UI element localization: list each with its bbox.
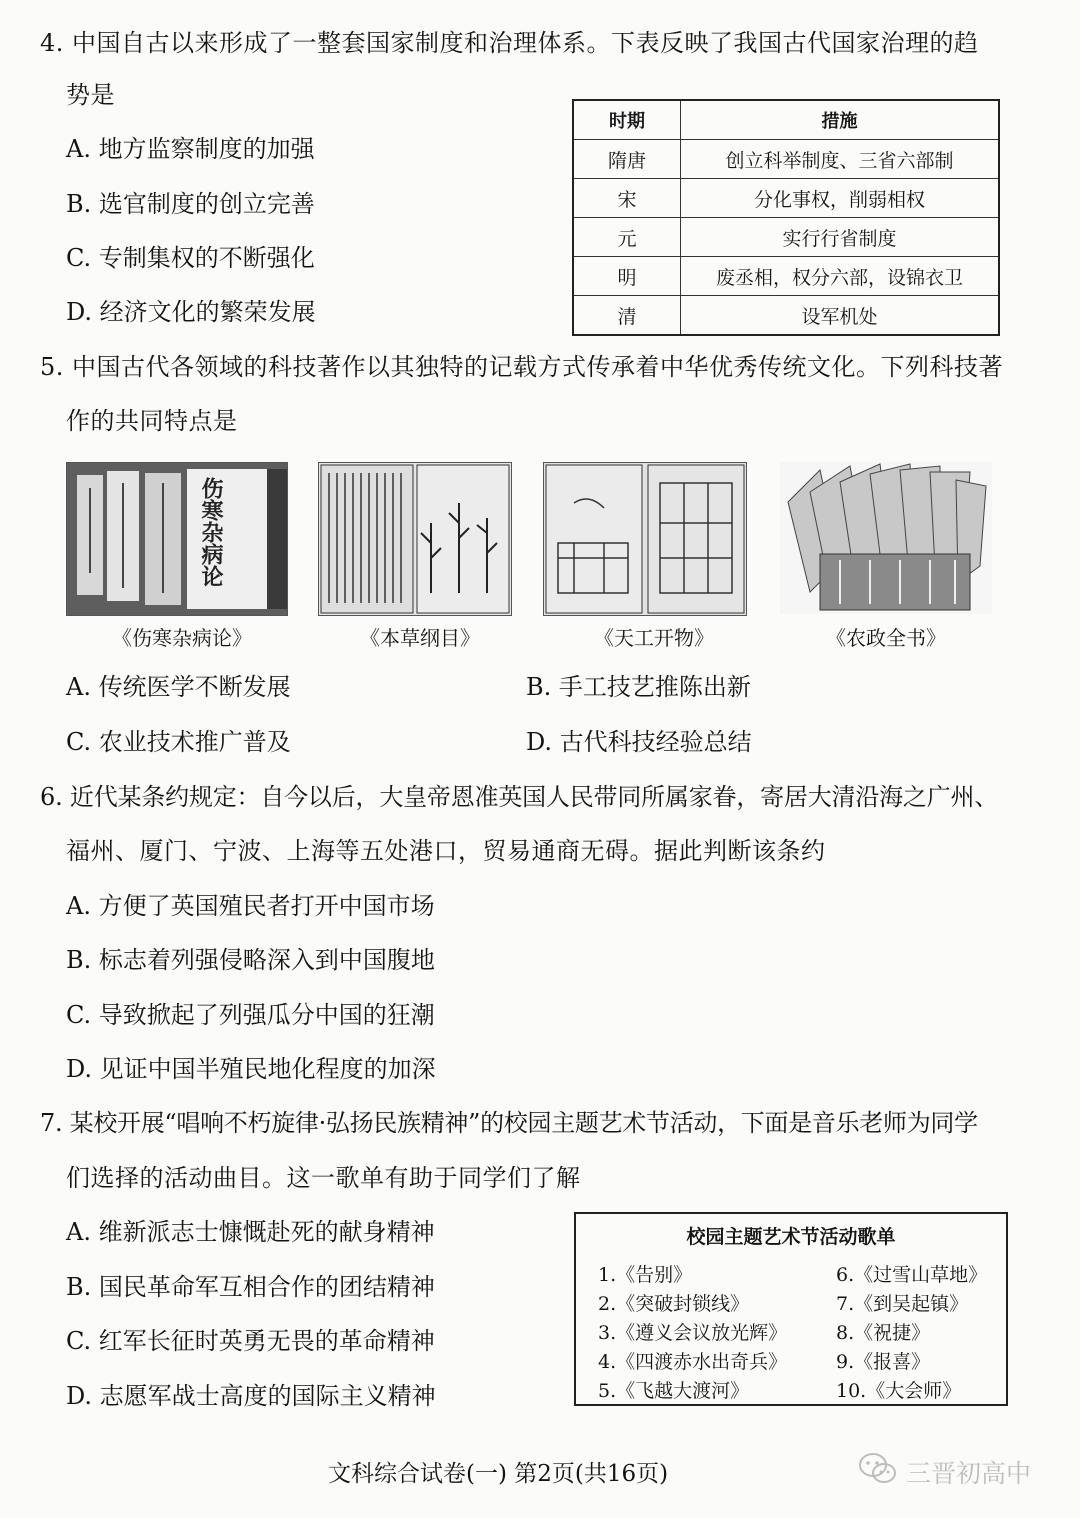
song-item: 6.《过雪山草地》 [836,1264,988,1286]
table-cell-measure: 创立科举制度、三省六部制 [681,140,1000,179]
song-item: 1.《告别》 [598,1264,693,1286]
q4-table [572,99,1000,336]
q5-stem-line1: 5. 中国古代各领域的科技著作以其独特的记载方式传承着中华优秀传统文化。下列科技著 [40,353,1004,381]
q6-option-c: C. 导致掀起了列强瓜分中国的狂潮 [66,1001,435,1029]
q6-stem-line2: 福州、厦门、宁波、上海等五处港口，贸易通商无碍。据此判断该条约 [66,837,826,865]
book-image-bencao [318,462,512,616]
table-cell-measure: 分化事权，削弱相权 [681,179,1000,218]
song-item: 7.《到吴起镇》 [836,1293,969,1315]
q7-stem-line2: 们选择的活动曲目。这一歌单有助于同学们了解 [66,1164,581,1192]
watermark-text: 三晋初高中 [906,1459,1032,1488]
table-cell-period: 宋 [573,179,681,218]
book-cover-title: 伤寒杂病论 [198,477,224,587]
q4-option-b: B. 选官制度的创立完善 [66,190,315,218]
table-cell-measure: 废丞相，权分六部，设锦衣卫 [681,257,1000,296]
table-cell-period: 明 [573,257,681,296]
songlist-box [574,1212,1008,1406]
page-footer: 文科综合试卷(一) 第2页(共16页) [328,1461,669,1487]
table-cell-period: 隋唐 [573,140,681,179]
table-row [573,296,999,336]
table-header-measure: 措施 [681,100,1000,140]
q5-option-d: D. 古代科技经验总结 [526,728,752,756]
table-row [573,257,999,296]
song-item: 4.《四渡赤水出奇兵》 [598,1351,788,1373]
song-item: 10.《大会师》 [836,1380,962,1402]
book-caption-nongzheng: 《农政全书》 [826,626,946,650]
book-image-shanghan [66,462,288,616]
q6-option-b: B. 标志着列强侵略深入到中国腹地 [66,946,435,974]
q7-option-d: D. 志愿军战士高度的国际主义精神 [66,1382,436,1410]
q4-stem-line1: 4. 中国自古以来形成了一整套国家制度和治理体系。下表反映了我国古代国家治理的趋 [40,29,979,57]
book-image-tiangong [543,462,747,616]
table-cell-measure: 实行行省制度 [681,218,1000,257]
song-item: 2.《突破封锁线》 [598,1293,750,1315]
watermark [858,1452,1031,1492]
q5-option-a: A. 传统医学不断发展 [66,673,291,701]
q6-option-d: D. 见证中国半殖民地化程度的加深 [66,1055,436,1083]
q7-option-b: B. 国民革命军互相合作的团结精神 [66,1273,435,1301]
book-caption-bencao: 《本草纲目》 [360,626,480,650]
q5-option-c: C. 农业技术推广普及 [66,728,291,756]
table-cell-period: 元 [573,218,681,257]
q4-stem-line2: 势是 [66,81,115,109]
song-item: 3.《遵义会议放光辉》 [598,1322,788,1344]
song-item: 8.《祝捷》 [836,1322,931,1344]
q7-option-a: A. 维新派志士慷慨赴死的献身精神 [66,1218,435,1246]
songlist-title: 校园主题艺术节活动歌单 [686,1226,896,1248]
table-row [573,140,999,179]
table-cell-measure: 设军机处 [681,296,1000,336]
book-caption-shanghan: 《伤寒杂病论》 [112,626,252,650]
wechat-icon [858,1452,898,1492]
table-header-period: 时期 [573,100,681,140]
q4-option-a: A. 地方监察制度的加强 [66,135,315,163]
q7-option-c: C. 红军长征时英勇无畏的革命精神 [66,1327,435,1355]
q5-option-b: B. 手工技艺推陈出新 [526,673,751,701]
q5-stem-line2: 作的共同特点是 [66,407,238,435]
q4-option-c: C. 专制集权的不断强化 [66,244,315,272]
q6-option-a: A. 方便了英国殖民者打开中国市场 [66,892,435,920]
song-item: 5.《飞越大渡河》 [598,1380,750,1402]
book-image-nongzheng [780,462,992,614]
table-header-row [573,100,999,140]
table-cell-period: 清 [573,296,681,336]
table-row [573,179,999,218]
q6-stem-line1: 6. 近代某条约规定：自今以后，大皇帝恩准英国人民带同所属家眷，寄居大清沿海之广州、 [40,783,999,811]
q4-option-d: D. 经济文化的繁荣发展 [66,298,316,326]
book-caption-tiangong: 《天工开物》 [594,626,714,650]
song-item: 9.《报喜》 [836,1351,931,1373]
table-row [573,218,999,257]
q7-stem-line1: 7. 某校开展“唱响不朽旋律·弘扬民族精神”的校园主题艺术节活动，下面是音乐老师为同学 [40,1109,978,1137]
